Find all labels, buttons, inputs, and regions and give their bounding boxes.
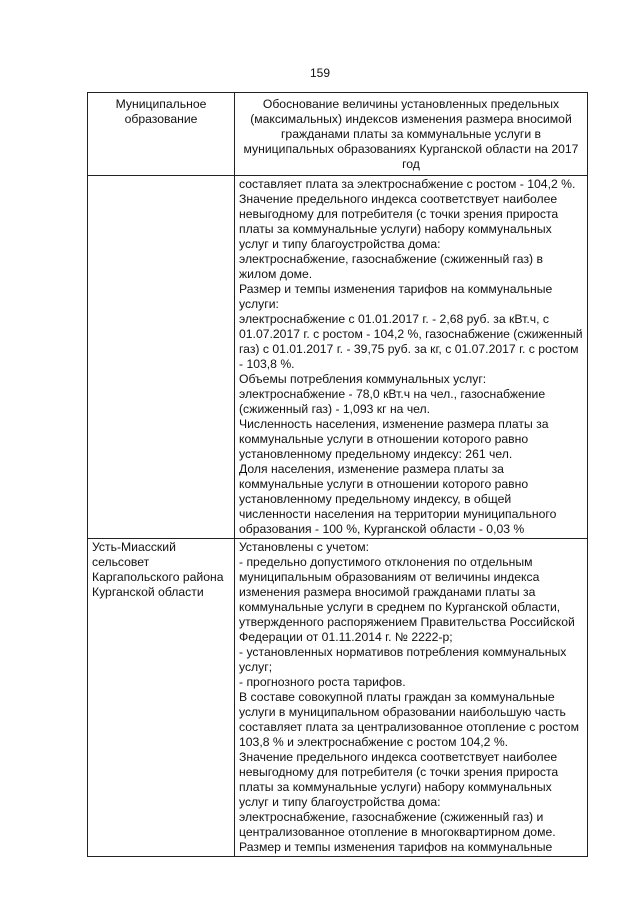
- paragraph: Значение предельного индекса соответствует наиболее невыгодному для потребителя (с точки зрения прироста платы за коммунальные услуги) набору коммунальных услуг и типу благоустройства дома:: [239, 750, 559, 809]
- municipality-cell: [88, 176, 235, 539]
- table-row: [88, 176, 588, 539]
- paragraph: электроснабжение, газоснабжение (сжиженный газ) и централизованное отопление в многоквартирном доме.: [239, 810, 556, 839]
- paragraph: электроснабжение - 78,0 кВт.ч на чел., газоснабжение (сжиженный газ) - 1,093 кг на чел.: [239, 387, 546, 416]
- paragraph: Установлены с учетом:: [239, 540, 369, 554]
- tariff-table: [87, 92, 588, 857]
- paragraph: электроснабжение, газоснабжение (сжиженный газ) в жилом доме.: [239, 252, 543, 281]
- table-header-row: [88, 93, 588, 176]
- header-justification: Обоснование величины установленных предельных (максимальных) индексов изменения размера вносимой гражданами платы за коммунальные услуги в муниципальных образованиях Курганской области на 2017 год: [235, 93, 588, 176]
- table-row: [88, 539, 588, 857]
- justification-cell: [235, 539, 588, 857]
- page-number: 159: [309, 66, 331, 80]
- paragraph: - предельно допустимого отклонения по отдельным муниципальным образованиям от величины индекса изменения размера вносимой гражданами платы за коммунальные услуги в среднем по Курганской области, утвержденного распоряжением Правительства Российской Федерации от 01.11.2014 г. № 2222-р;: [239, 555, 575, 644]
- paragraph: - прогнозного роста тарифов.: [239, 675, 406, 689]
- paragraph: электроснабжение с 01.01.2017 г. - 2,68 руб. за кВт.ч, с 01.07.2017 г. с ростом - 104,2 %, газоснабжение (сжиженный газ) с 01.01.2017 г. - 39,75 руб. за кг, с 01.07.2017 г. с ростом - 103,8 %.: [239, 312, 583, 371]
- paragraph: Объемы потребления коммунальных услуг:: [239, 372, 487, 386]
- justification-cell: [235, 176, 588, 539]
- header-municipality: Муниципальное образование: [88, 93, 235, 176]
- paragraph: Размер и темпы изменения тарифов на коммунальные услуги:: [239, 282, 553, 311]
- paragraph: составляет плата за электроснабжение с ростом - 104,2 %.: [239, 177, 576, 191]
- paragraph: Размер и темпы изменения тарифов на коммунальные: [239, 840, 553, 854]
- paragraph: Численность населения, изменение размера платы за коммунальные услуги в отношении которого равно установленному предельному индексу: 261 чел.: [239, 417, 549, 461]
- municipality-cell: Усть-Миасский сельсовет Каргапольского района Курганской области: [88, 539, 235, 857]
- paragraph: Значение предельного индекса соответствует наиболее невыгодному для потребителя (с точки зрения прироста платы за коммунальные услуги) набору коммунальных услуг и типу благоустройства дома:: [239, 192, 559, 251]
- paragraph: - установленных нормативов потребления коммунальных услуг;: [239, 645, 567, 674]
- paragraph: Доля населения, изменение размера платы за коммунальные услуги в отношении которого равно установленному предельному индексу, в общей численности населения на территории муниципального образования - 100 %, Курганской области - 0,03 %: [239, 462, 557, 536]
- paragraph: В составе совокупной платы граждан за коммунальные услуги в муниципальном образовании наибольшую часть составляет плата за централизованное отопление с ростом 103,8 % и электроснабжение с ростом 104,2 %.: [239, 690, 579, 749]
